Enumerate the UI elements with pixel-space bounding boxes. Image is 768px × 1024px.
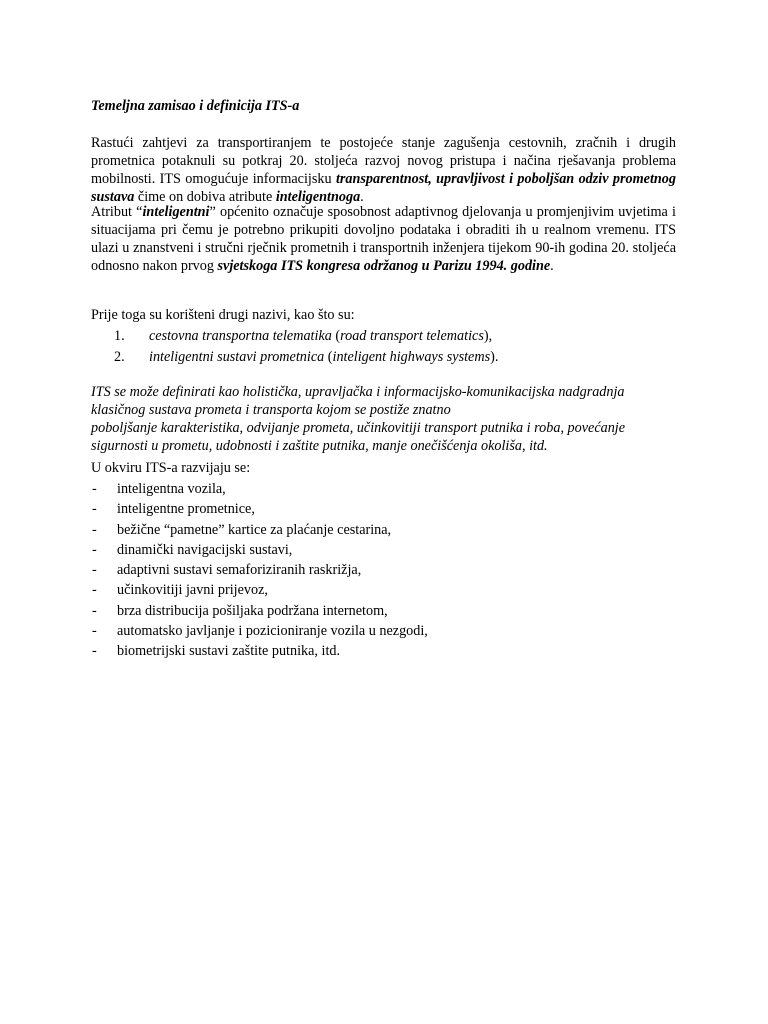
emphasis-text: transparentnost, upravljivost i poboljšan odziv prometnog sustava	[91, 171, 676, 205]
text-run: ),	[483, 328, 493, 344]
text-run: Rastući zahtjevi za transportiranjem te postojeće stanje zagušenja cestovnih, zračnih i drugih prometnica potaknuli su potkraj 20. stoljeća razvoj novog pristupa i načina rješavanja problema mobilnosti. ITS omogućuje informacijsku	[91, 135, 676, 187]
developments-intro: U okviru ITS-a razvijaju se:	[91, 460, 251, 476]
text-run: (	[331, 328, 341, 344]
text-run: Atribut “	[91, 204, 143, 220]
dashed-list-item: - automatsko javljanje i pozicioniranje vozila u nezgodi,	[91, 621, 676, 641]
emphasis-text: svjetskoga ITS kongresa održanog u Parizu 1994. godine	[217, 258, 551, 274]
dashed-list-item: - brza distribucija pošiljaka podržana internetom,	[91, 601, 676, 621]
dashed-list-item: - biometrijski sustavi zaštite putnika, itd.	[91, 641, 676, 661]
list-term: cestovna transportna telematika	[149, 328, 332, 344]
text-run: (	[324, 349, 333, 365]
dashed-list-item: - dinamički navigacijski sustavi,	[91, 540, 676, 560]
list-number: 1.	[114, 328, 125, 344]
text-run: čime on dobiva atribute	[134, 189, 276, 205]
dashed-list-item: - inteligentne prometnice,	[91, 499, 676, 519]
list-term: inteligentni sustavi prometnica	[149, 349, 325, 365]
paragraph-intro	[91, 134, 676, 206]
paragraph-definition	[91, 383, 676, 455]
dashed-list-item: - učinkovitiji javni prijevoz,	[91, 580, 676, 600]
text-run: ).	[490, 349, 499, 365]
paragraph-developments	[91, 459, 676, 662]
emphasis-text: inteligentni	[142, 204, 210, 220]
text-run: ” općenito označuje sposobnost adaptivnog djelovanja u promjenjivim uvjetima i situacijama pri čemu je potrebno prikupiti dovoljno podataka i obraditi ih u realnom vremenu. ITS ulazi u znanstveni i stručni rječnik prometnih i transportnih inženjera tijekom 90-ih godina 20. stoljeća odnosno nakon prvog	[91, 204, 676, 274]
definition-line-1: ITS se može definirati kao holistička, upravljačka i informacijsko-komunikacijska nadgradnja klasičnog sustava prometa i transporta kojom se postiže znatno	[91, 384, 625, 418]
dashed-list	[91, 479, 676, 662]
former-names-intro: Prije toga su korišteni drugi nazivi, kao što su:	[91, 307, 355, 323]
dashed-list-item: - inteligentna vozila,	[91, 479, 676, 499]
list-number: 2.	[114, 349, 125, 365]
numbered-list-item	[91, 327, 676, 348]
text-run: .	[360, 189, 364, 205]
definition-line-2: poboljšanje karakteristika, odvijanje prometa, učinkovitiji transport putnika i roba, povećanje sigurnosti u prometu, udobnosti i zaštite putnika, manje onečišćenja okoliša, itd.	[91, 420, 626, 454]
list-english-term: road transport telematics	[340, 328, 484, 344]
numbered-list-item	[91, 348, 676, 369]
paragraph-attribute	[91, 203, 676, 275]
dashed-list-item: - adaptivni sustavi semaforiziranih raskrižja,	[91, 560, 676, 580]
dashed-list-item: - bežične “pametne” kartice za plaćanje cestarina,	[91, 520, 676, 540]
paragraph-former-names	[91, 306, 676, 369]
text-run: .	[550, 258, 554, 274]
section-title: Temeljna zamisao i definicija ITS-a	[91, 98, 300, 114]
numbered-list	[91, 327, 676, 369]
list-english-term: inteligent highways systems	[332, 349, 491, 365]
emphasis-text: inteligentnoga	[275, 189, 361, 205]
